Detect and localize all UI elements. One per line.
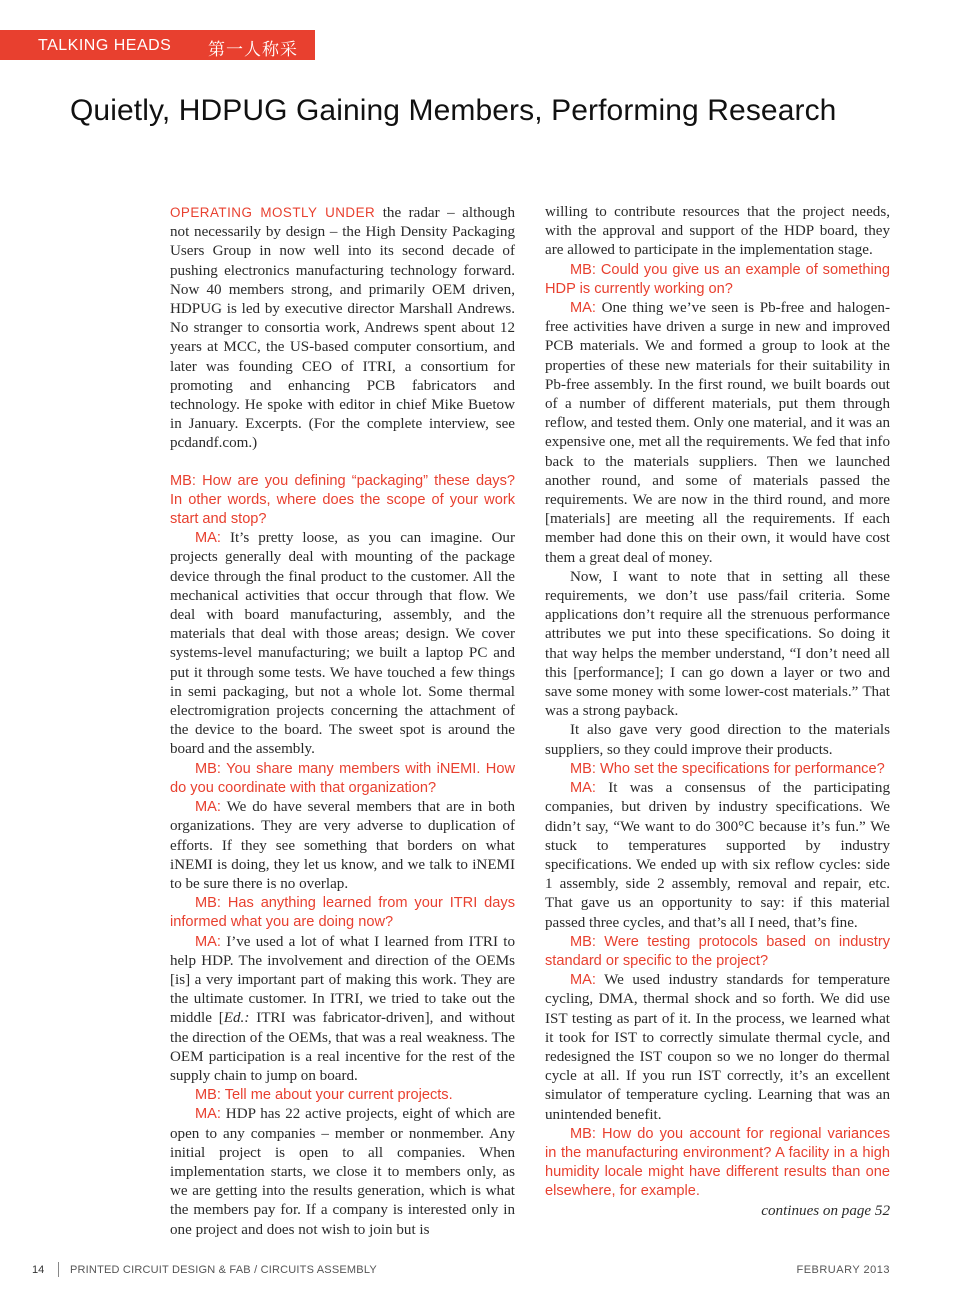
question-8: MB: How do you account for regional variances in the manufacturing environment? A facility in a high humidity locale might have different results than one elsewhere, for example.: [545, 1125, 890, 1200]
speaker-ma: MA:: [570, 780, 596, 797]
answer-5-paragraph-3: It also gave very good direction to the materials suppliers, so they could improve their products.: [545, 722, 890, 758]
publication-name: PRINTED CIRCUIT DESIGN & FAB / CIRCUITS ASSEMBLY: [70, 1264, 377, 1276]
continues-note: continues on page 52: [761, 1202, 890, 1219]
article-headline: Quietly, HDPUG Gaining Members, Performing Research: [70, 94, 837, 127]
question-7: MB: Were testing protocols based on industry standard or specific to the project?: [545, 933, 890, 969]
intro-text: the radar – although not necessarily by design – the High Density Packaging Users Group in now well into its second decade of pushing electronics manufacturing technology forward. Now 40 members strong, and primarily OEM driven, HDPUG is led by executive director Marshall Andrews. No stranger to consortia work, Andrews spent about 12 years at MCC, the US-based computer consortium, and later was founding CEO of ITRI, a consortium for promoting and enhancing PCB fabricators and technology. He spoke with editor in chief Mike Buetow in January. Excerpts. (For the complete interview, see pcdandf.com.): [170, 205, 515, 452]
question-4: MB: Tell me about your current projects.: [195, 1087, 453, 1104]
answer-text: We do have several members that are in both organizations. They are very adverse to duplication of efforts. If they see something that borders on what iNEMI is doing, they let us know, and we talk to iNEMI to be sure there is no overlap.: [170, 799, 515, 892]
question-3: MB: Has anything learned from your ITRI days informed what you are doing now?: [170, 895, 515, 931]
answer-text: ITRI was fabricator-driven], and without the direction of the OEMs, that was a real weakness. The OEM participation is a real incentive for the rest of the supply chain to jump on board.: [170, 1010, 515, 1084]
speaker-ma: MA:: [570, 300, 596, 317]
answer-text: It’s pretty loose, as you can imagine. Our projects generally deal with mounting of the package device through the final product to the customer. All the mechanical activities that occur through that flow. We deal with board manufacturing, assembly, and the materials that deal with those areas; design. We cover systems-level manufacturing; we built a laptop PC and put it through some tests. We have touched a few things in semi packaging, but not a whole lot. Some thermal electromigration projects concerning the attachment of the device to the board. The sweet spot is around the board and the assembly.: [170, 530, 515, 758]
answer-6: [545, 779, 890, 933]
answer-text: HDP has 22 active projects, eight of which are open to any companies – member or nonmember. Any initial project is open to all companies. When implementation starts, we close it to members only, as we are getting into the results generation, which is what the members pay for. If a company is interested only in one project and does not wish to join but is: [170, 1106, 515, 1238]
question-6: MB: Who set the specifications for performance?: [570, 760, 885, 777]
answer-text: One thing we’ve seen is Pb-free and halogen-free activities have driven a surge in new and improved PCB materials. We and formed a group to look at the properties of these new materials for their suitability in Pb-free assembly. In the first round, we built boards out of a number of different materials, put them through reflow, and tested them. Only one material, and it was an expensive one, met all the requirements. We fed that info back to the materials suppliers. Then we launched another round, and some of materials passed the requirements. We are now in the third round, and more [materials] are meeting all the requirements. If each member had done this on their own, it would have cost them a great deal of money.: [545, 300, 890, 566]
intro-paragraph: [170, 203, 515, 454]
question-1: MB: How are you defining “packaging” these days? In other words, where does the scope of your work start and stop?: [170, 472, 515, 528]
question-2: MB: You share many members with iNEMI. How do you coordinate with that organization?: [170, 760, 515, 796]
answer-7: [545, 971, 890, 1125]
issue-date: FEBRUARY 2013: [796, 1264, 890, 1276]
footer-divider: [58, 1262, 59, 1277]
speaker-ma: MA:: [195, 530, 221, 547]
speaker-ma: MA:: [195, 1106, 221, 1123]
section-tab: [0, 30, 315, 84]
answer-2: [170, 798, 515, 894]
column-right: [545, 203, 890, 1221]
answer-text: We used industry standards for temperature cycling, DMA, thermal shock and so forth. We did use IST testing as part of it. In the process, we learned what it took for IST to correctly simulate thermal cycle, and redesigned the IST coupon so we no longer do thermal cycle at all. If you run IST correctly, it’s an excellent simulator of temperature cycling. Learning that was an unintended benefit.: [545, 972, 890, 1123]
speaker-ma: MA:: [570, 972, 596, 989]
page-number: 14: [32, 1264, 45, 1276]
section-label-chinese: 第一人称采访: [208, 40, 298, 84]
answer-5-paragraph-2: Now, I want to note that in setting all these requirements, we don’t use pass/fail criteria. Some applications don’t require all the strenuous performance attributes we put into these specifications. So doing it that way helps the member understand, “I don’t need all this [performance]; I can go down a layer or two and save some money with some lower-cost materials.” That was a strong payback.: [545, 568, 890, 720]
answer-text: I’ve used a lot of what I learned from ITRI to help HDP. The involvement and direction of the OEMs [is] a very important part of making this work. They are the ultimate customer. In ITRI, we tried to take out the middle [: [170, 933, 515, 1027]
answer-5: [545, 299, 890, 568]
page-footer: [0, 1262, 960, 1282]
answer-text: It was a consensus of the participating companies, but driven by industry specifications. We didn’t say, “We want to do 300°C because it’s fun.” We stuck to temperatures supported by industry specifications. We ended up with six reflow cycles: side 1 assembly, side 2 assembly, removal and repair, etc. That gave us an opportunity to say: if this material passed three cycles, and that’s all I need, that’s fine.: [545, 780, 890, 931]
column-left: [170, 203, 515, 1240]
answer-4: [170, 1105, 515, 1239]
intro-lead-in: OPERATING MOSTLY UNDER: [170, 205, 376, 220]
speaker-ma: MA:: [195, 933, 221, 950]
answer-3: [170, 933, 515, 1087]
editor-note: Ed.:: [223, 1010, 250, 1027]
answer-1: [170, 529, 515, 759]
answer-4-continued: willing to contribute resources that the project needs, with the approval and support of the HDP board, they are allowed to participate in the implementation stage.: [545, 204, 890, 259]
section-label: TALKING HEADS: [38, 37, 172, 54]
speaker-ma: MA:: [195, 799, 221, 816]
question-5: MB: Could you give us an example of something HDP is currently working on?: [545, 261, 890, 297]
